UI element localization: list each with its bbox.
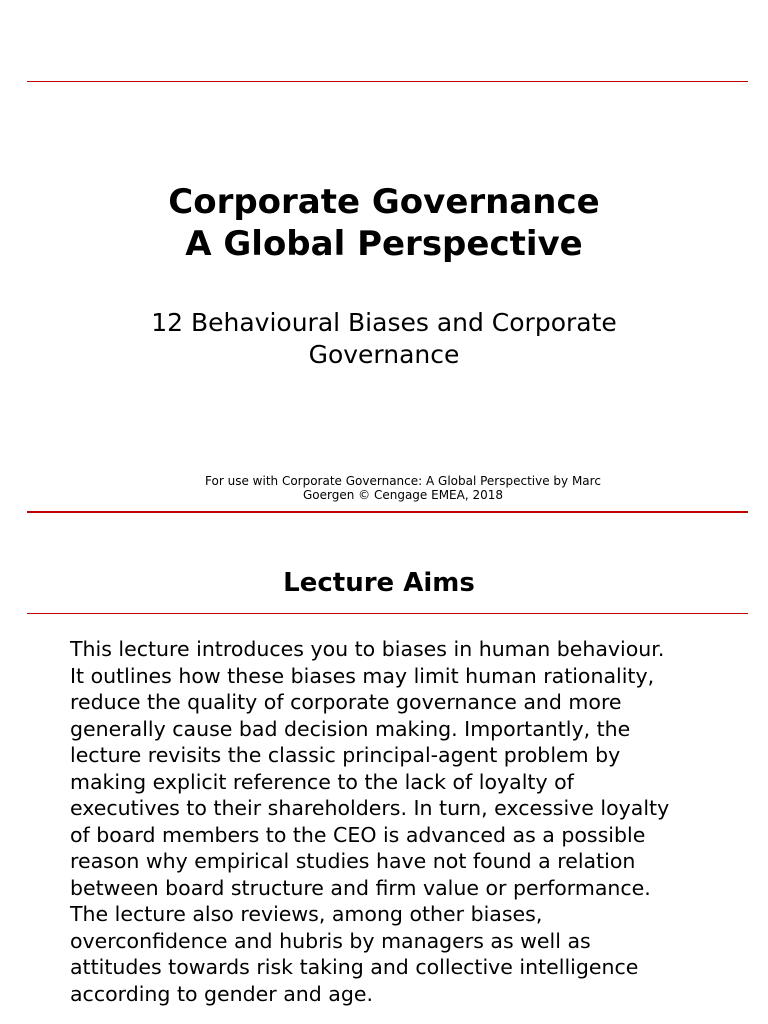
credit-line-1: For use with Corporate Governance: A Global Perspective by Marc xyxy=(205,474,601,488)
body-line: of board members to the CEO is advanced as a possible xyxy=(70,822,646,847)
lecture-aims-body xyxy=(70,636,730,1007)
body-line: between board structure and firm value or performance. xyxy=(70,875,651,900)
body-line: reduce the quality of corporate governance and more xyxy=(70,690,622,714)
body-line: overconfidence and hubris by managers as well as xyxy=(70,928,591,953)
body-line: executives to their shareholders. In turn, excessive loyalty xyxy=(70,796,670,820)
body-line: lecture revisits the classic principal-agent problem by xyxy=(70,743,621,767)
heading-divider xyxy=(27,613,748,614)
credit-line-2: Goergen © Cengage EMEA, 2018 xyxy=(302,488,504,502)
body-line: making explicit reference to the lack of loyalty of xyxy=(70,769,574,794)
slide-title xyxy=(0,181,768,265)
body-line: attitudes towards risk taking and collective intelligence xyxy=(70,955,639,979)
lecture-aims-heading: Lecture Aims xyxy=(283,568,475,598)
top-divider xyxy=(27,81,748,82)
body-line: reason why empirical studies have not found a relation xyxy=(70,849,636,873)
body-line: This lecture introduces you to biases in human behaviour. xyxy=(70,637,665,661)
body-line: It outlines how these biases may limit human rationality, xyxy=(70,663,655,688)
body-line: The lecture also reviews, among other biases, xyxy=(70,902,543,926)
slide-subtitle: 12 Behavioural Biases and Corporate Governance xyxy=(151,308,617,369)
body-line: according to gender and age. xyxy=(70,981,374,1006)
title-line-2: A Global Perspective xyxy=(185,224,583,264)
slide-separator xyxy=(27,511,748,513)
body-line: generally cause bad decision making. Importantly, the xyxy=(70,716,631,741)
title-line-1: Corporate Governance xyxy=(168,182,600,222)
credit-note xyxy=(203,474,603,502)
